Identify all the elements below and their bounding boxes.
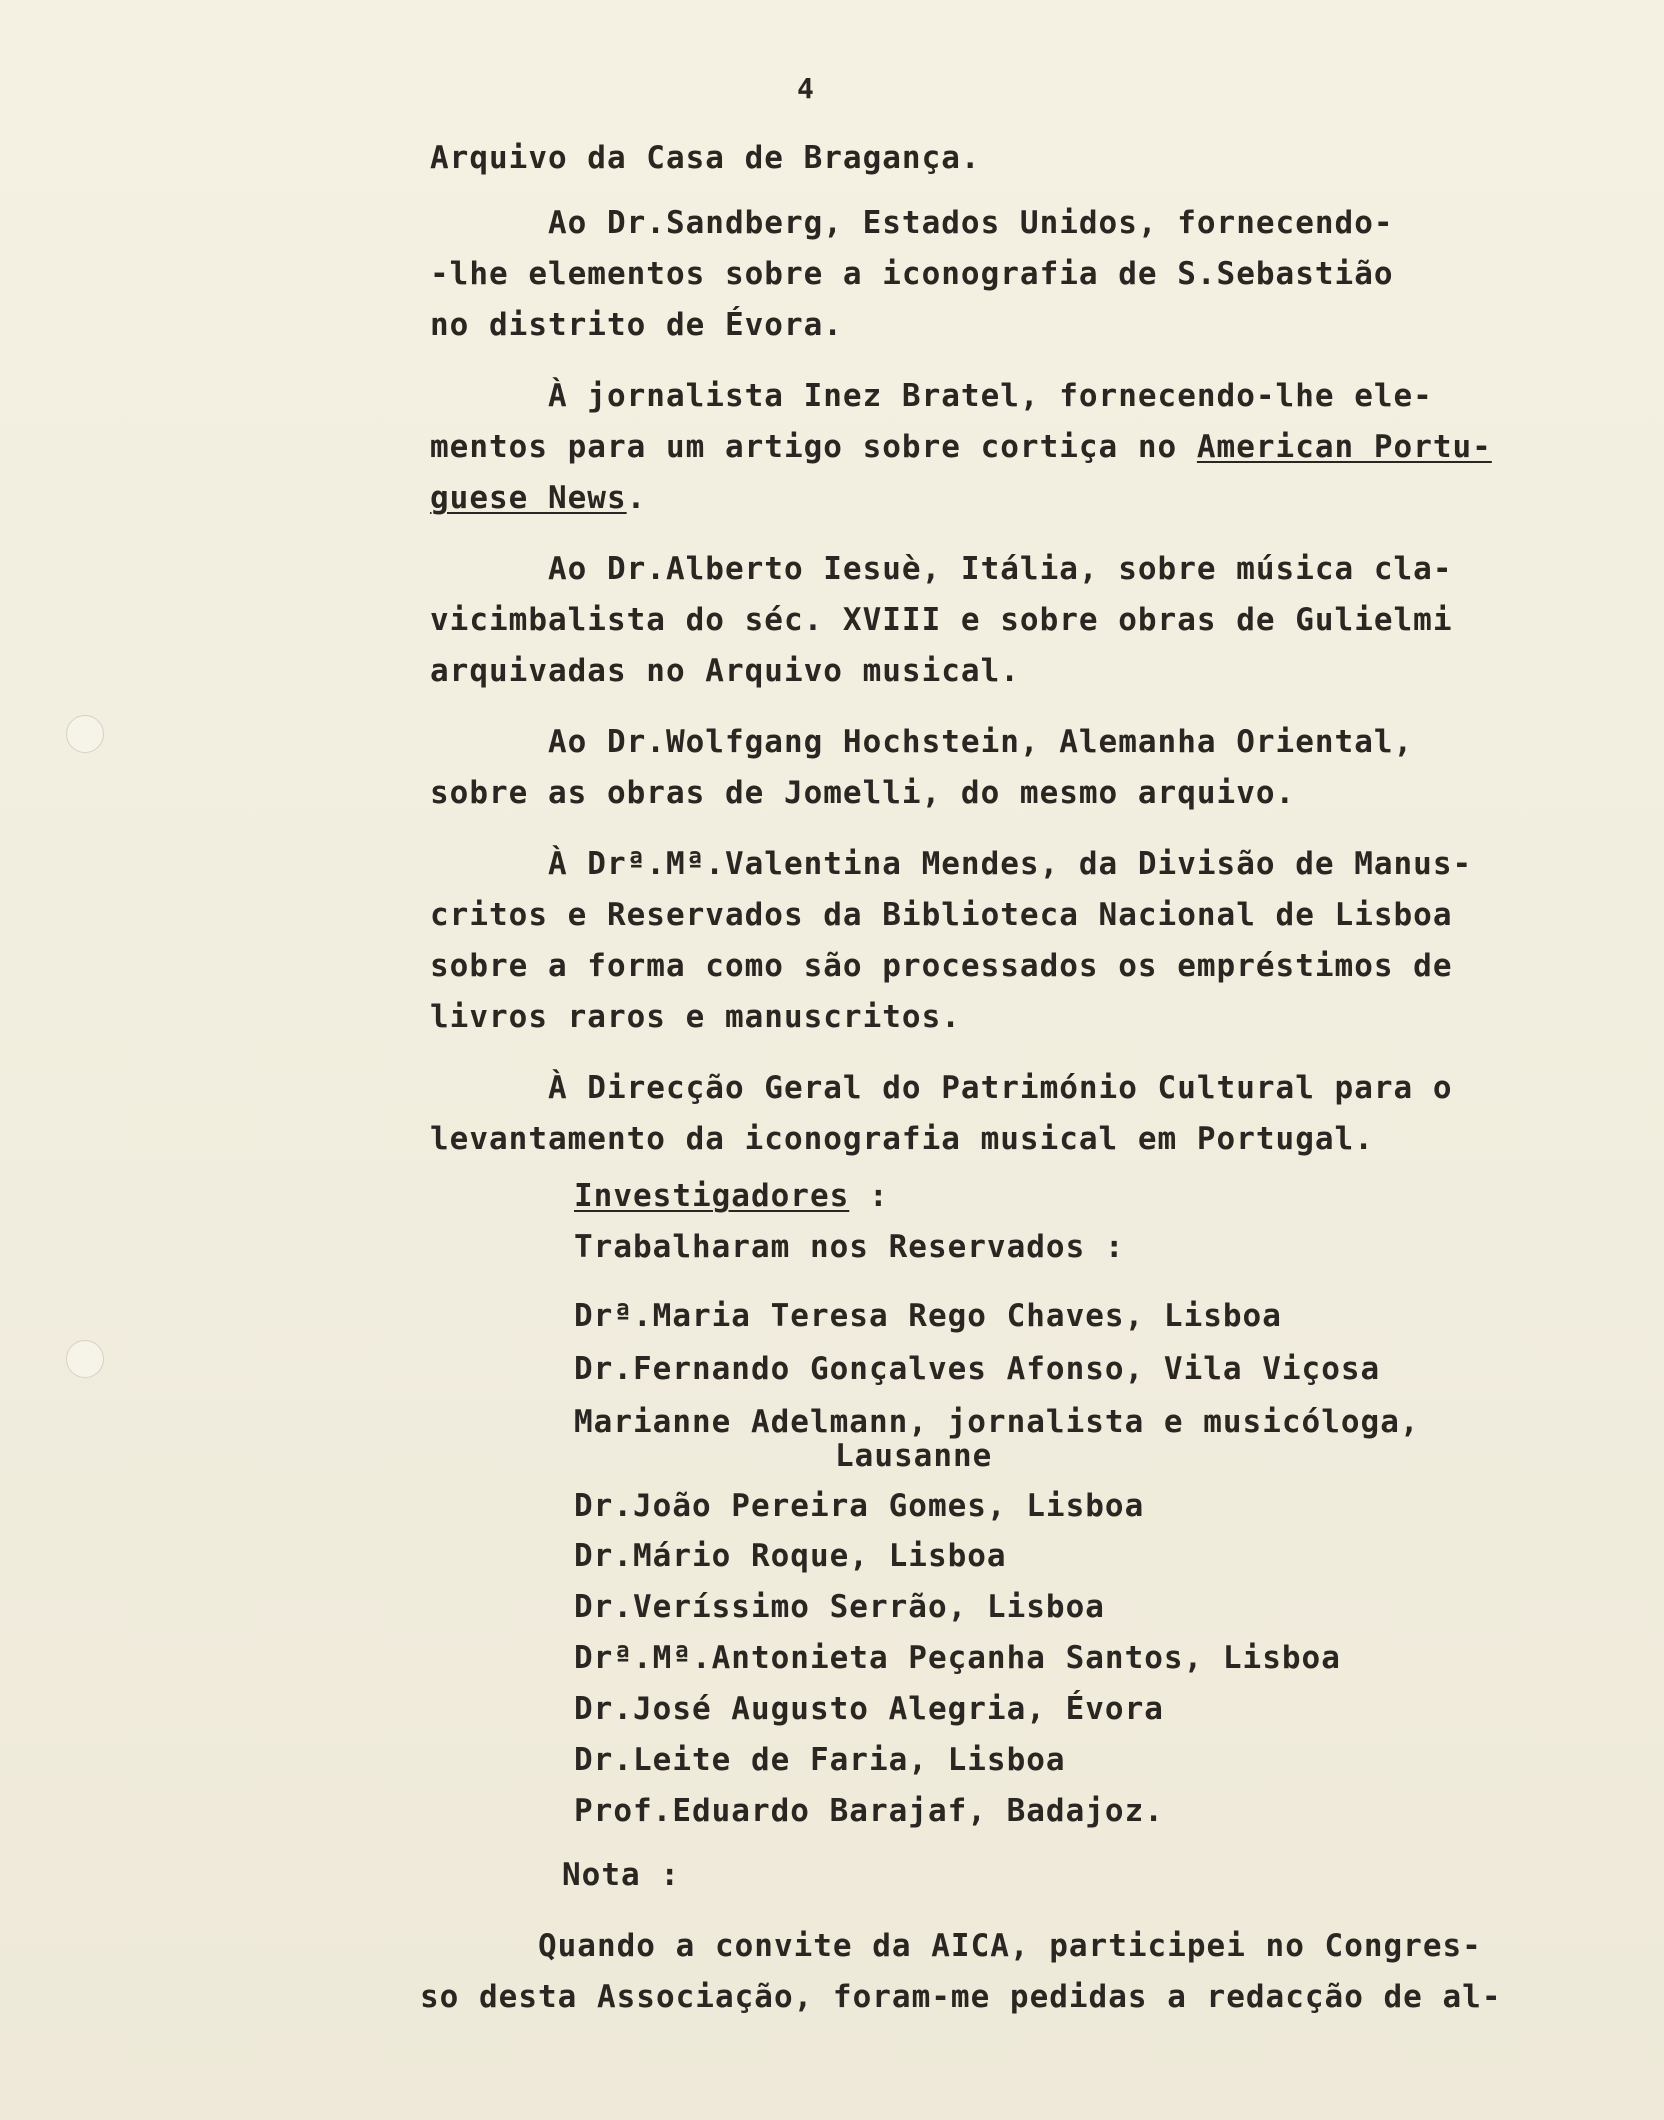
investigator-name: Dr.José Augusto Alegria, Évora bbox=[574, 1691, 1164, 1727]
text-line: -lhe elementos sobre a iconografia de S.Sebastião bbox=[430, 256, 1394, 292]
text-line: so desta Associação, foram-me pedidas a redacção de al- bbox=[420, 1979, 1502, 2015]
punch-hole bbox=[66, 715, 104, 753]
text-line: À Drª.Mª.Valentina Mendes, da Divisão de Manus- bbox=[430, 846, 1473, 882]
heading-text: Investigadores bbox=[574, 1178, 850, 1214]
publication-title: guese News bbox=[430, 480, 627, 516]
investigator-name: Drª.Maria Teresa Rego Chaves, Lisboa bbox=[574, 1298, 1282, 1334]
heading-suffix: : bbox=[849, 1178, 889, 1214]
investigator-name: Dr.Leite de Faria, Lisboa bbox=[574, 1742, 1066, 1778]
text-line: À jornalista Inez Bratel, fornecendo-lhe ele- bbox=[430, 378, 1433, 414]
section-heading bbox=[574, 1178, 889, 1214]
investigator-name: Marianne Adelmann, jornalista e musicóloga, bbox=[574, 1404, 1420, 1440]
text-line: vicimbalista do séc. XVIII e sobre obras de Gulielmi bbox=[430, 602, 1453, 638]
page-number: 4 bbox=[797, 72, 814, 105]
publication-title: American Portu- bbox=[1196, 429, 1492, 465]
investigator-name: Dr.Fernando Gonçalves Afonso, Vila Viçosa bbox=[574, 1351, 1381, 1387]
text-line: critos e Reservados da Biblioteca Nacional de Lisboa bbox=[430, 897, 1453, 933]
text-segment: mentos para um artigo sobre cortiça no bbox=[430, 429, 1197, 465]
text-line: Arquivo da Casa de Bragança. bbox=[430, 140, 981, 176]
text-line: guese News. bbox=[430, 480, 647, 516]
text-line: sobre a forma como são processados os empréstimos de bbox=[430, 948, 1453, 984]
text-line bbox=[430, 429, 1492, 465]
note-label: Nota : bbox=[562, 1857, 680, 1893]
investigator-name: Drª.Mª.Antonieta Peçanha Santos, Lisboa bbox=[574, 1640, 1341, 1676]
text-line: Ao Dr.Alberto Iesuè, Itália, sobre música cla- bbox=[430, 551, 1453, 587]
text-line: Quando a convite da AICA, participei no Congres- bbox=[420, 1928, 1482, 1964]
text-line: arquivadas no Arquivo musical. bbox=[430, 653, 1020, 689]
investigator-name: Prof.Eduardo Barajaf, Badajoz. bbox=[574, 1793, 1164, 1829]
investigator-name: Lausanne bbox=[835, 1438, 993, 1474]
text-line: Ao Dr.Sandberg, Estados Unidos, fornecendo- bbox=[430, 205, 1394, 241]
punch-hole bbox=[66, 1340, 104, 1378]
text-line: sobre as obras de Jomelli, do mesmo arquivo. bbox=[430, 775, 1296, 811]
text-line: levantamento da iconografia musical em Portugal. bbox=[430, 1121, 1374, 1157]
investigator-name: Dr.Mário Roque, Lisboa bbox=[574, 1538, 1007, 1574]
text-line: no distrito de Évora. bbox=[430, 307, 843, 343]
text-line: À Direcção Geral do Património Cultural para o bbox=[430, 1070, 1453, 1106]
text-line: livros raros e manuscritos. bbox=[430, 999, 961, 1035]
investigator-name: Dr.Veríssimo Serrão, Lisboa bbox=[574, 1589, 1105, 1625]
investigator-name: Dr.João Pereira Gomes, Lisboa bbox=[574, 1488, 1145, 1524]
section-subheading: Trabalharam nos Reservados : bbox=[574, 1229, 1125, 1265]
text-line: Ao Dr.Wolfgang Hochstein, Alemanha Oriental, bbox=[430, 724, 1414, 760]
